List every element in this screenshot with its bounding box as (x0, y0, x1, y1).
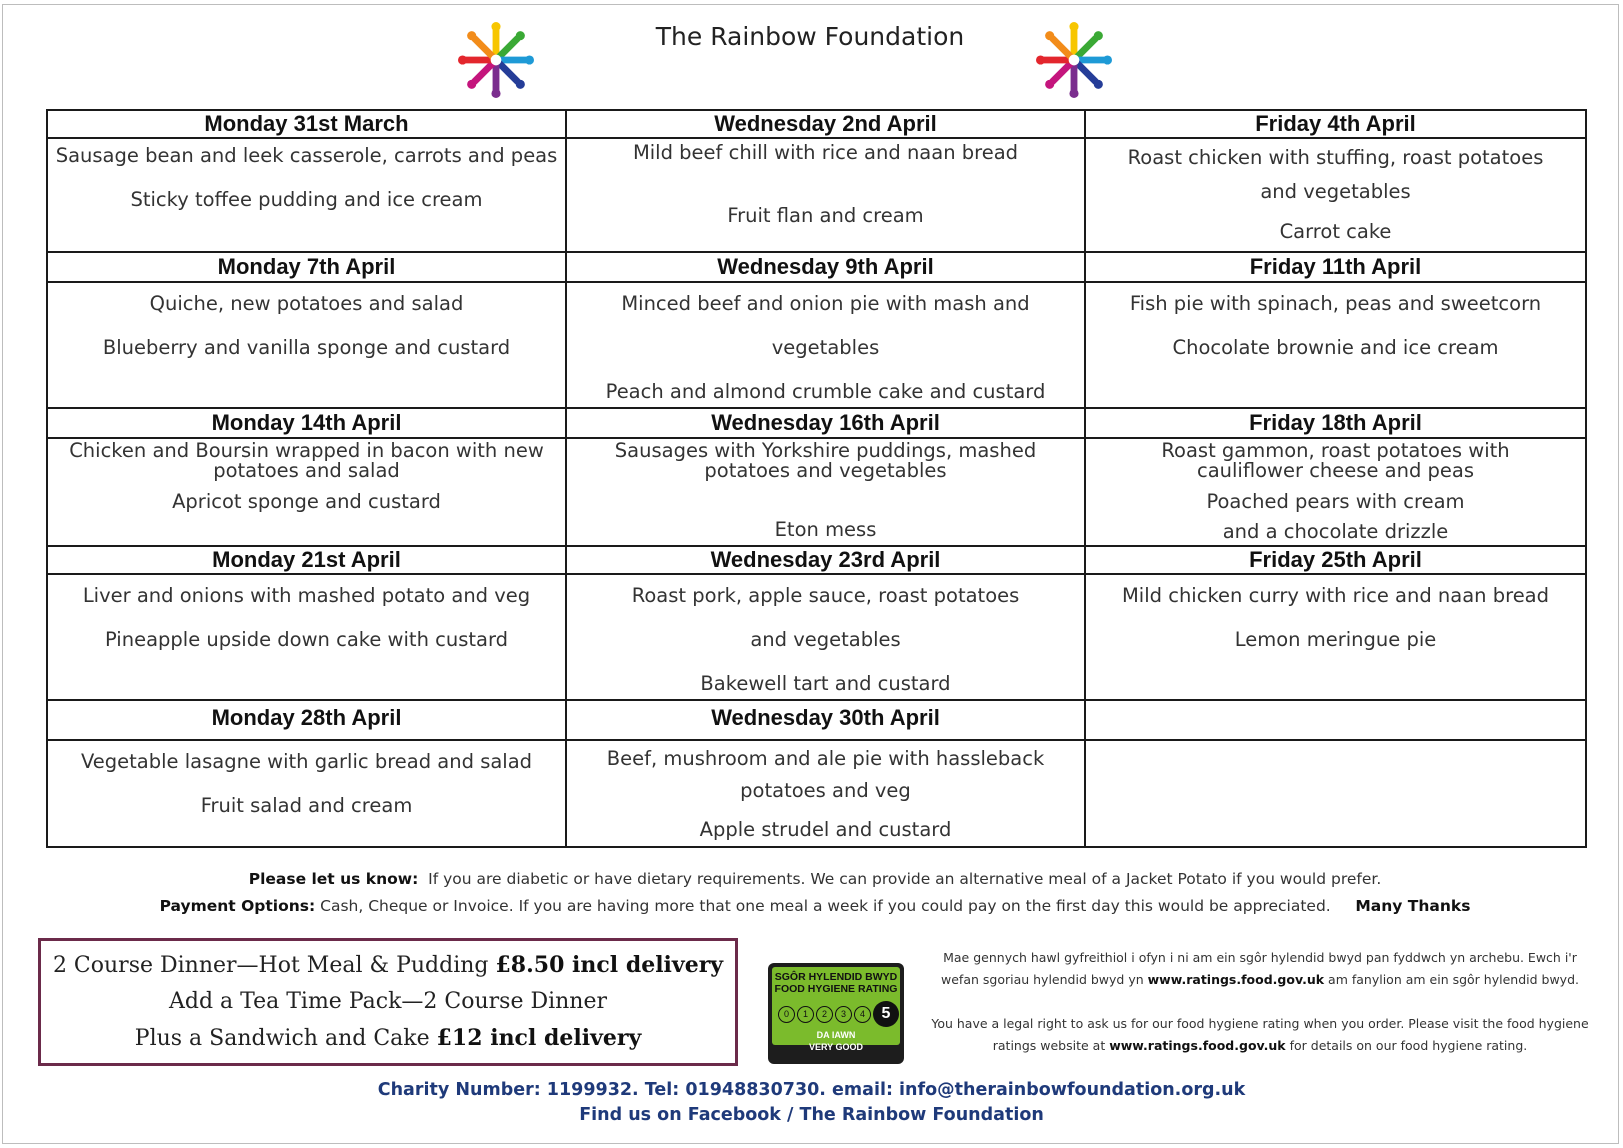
welsh-hygiene-notice (930, 947, 1590, 991)
day-heading: Friday 18th April (1085, 408, 1586, 438)
day-header-row (47, 546, 1586, 574)
dietary-label: Please let us know: (248, 870, 419, 888)
main-course: Roast chicken with stuffing, roast potatoes and vegetables (1127, 146, 1544, 203)
day-heading: Friday 25th April (1085, 546, 1586, 574)
day-heading: Wednesday 30th April (566, 700, 1085, 740)
main-course: Chicken and Boursin wrapped in bacon with new potatoes and salad (69, 439, 544, 482)
hygiene-rating-labels (768, 1029, 904, 1053)
food-hygiene-rating-badge (768, 963, 904, 1064)
main-course-continued: and vegetables (750, 628, 901, 651)
meal-cell (566, 282, 1085, 408)
day-heading: Monday 28th April (47, 700, 566, 740)
meal-cell (1085, 138, 1586, 252)
meal-cell (47, 574, 566, 700)
english-notice-text-end: for details on our food hygiene rating. (1285, 1038, 1528, 1053)
welsh-notice-text-end: am fanylion am ein sgôr hylendid bwyd. (1324, 972, 1579, 987)
meal-cell (1085, 438, 1586, 546)
meal-cell (1085, 574, 1586, 700)
dessert: Chocolate brownie and ice cream (1172, 336, 1499, 359)
dessert-continued: and a chocolate drizzle (1222, 520, 1449, 543)
meal-cell (47, 282, 566, 408)
thanks-text: Many Thanks (1355, 897, 1471, 915)
payment-label: Payment Options: (159, 897, 316, 915)
meal-cell (566, 438, 1085, 546)
rainbow-logo-left-icon (450, 22, 542, 98)
dessert: Carrot cake (1279, 220, 1392, 243)
day-heading: Wednesday 16th April (566, 408, 1085, 438)
dinner-price: £8.50 incl delivery (495, 952, 724, 978)
facebook-line: Find us on Facebook / The Rainbow Foundation (579, 1105, 1044, 1125)
dinner-description: 2 Course Dinner—Hot Meal & Pudding (52, 953, 496, 978)
main-course: Roast gammon, roast potatoes with cauliflower cheese and peas (1161, 439, 1510, 482)
day-header-row (47, 700, 1586, 740)
welsh-ratings-link[interactable]: www.ratings.food.gov.uk (1147, 972, 1325, 987)
hygiene-english-label: VERY GOOD (808, 1042, 863, 1052)
day-heading: Monday 14th April (47, 408, 566, 438)
day-heading: Wednesday 2nd April (566, 110, 1085, 138)
meal-cell (1085, 282, 1586, 408)
meal-cell (47, 138, 566, 252)
hygiene-english-title: FOOD HYGIENE RATING (774, 983, 898, 995)
dessert: Sticky toffee pudding and ice cream (130, 188, 483, 211)
main-course: Sausage bean and leek casserole, carrots and peas (55, 144, 558, 167)
english-hygiene-notice (930, 1013, 1590, 1057)
dessert: Fruit flan and cream (727, 204, 924, 227)
payment-note (60, 897, 1570, 915)
pricing-line-2 (41, 984, 735, 1020)
menu-table (46, 109, 1587, 848)
main-course: Beef, mushroom and ale pie with hassleback potatoes and veg (606, 747, 1045, 802)
day-heading: Wednesday 9th April (566, 252, 1085, 282)
dessert: Bakewell tart and custard (700, 672, 951, 695)
dessert: Eton mess (774, 518, 877, 541)
payment-text: Cash, Cheque or Invoice. If you are having more that one meal a week if you could pay on the first day this would be appreciated. (320, 897, 1331, 915)
hygiene-scale-4: 4 (854, 1006, 871, 1023)
meal-row (47, 138, 1586, 252)
meal-cell-empty (1085, 740, 1586, 847)
meal-cell (566, 740, 1085, 847)
main-course-continued: vegetables (771, 336, 880, 359)
hygiene-scale-2: 2 (816, 1006, 833, 1023)
meal-cell (566, 574, 1085, 700)
main-course: Mild beef chill with rice and naan bread (632, 141, 1019, 164)
welsh-notice-text: Mae gennych hawl gyfreithiol i ofyn i ni am ein sgôr hylendid bwyd pan fyddwch yn archebu. Ewch i'r wefan sgoriau hylendid bwyd yn (941, 950, 1577, 987)
english-ratings-link[interactable]: www.ratings.food.gov.uk (1109, 1038, 1286, 1053)
hygiene-welsh-label: DA IAWN (816, 1030, 856, 1040)
hygiene-scale-1: 1 (797, 1006, 814, 1023)
dietary-text: If you are diabetic or have dietary requirements. We can provide an alternative meal of a Jacket Potato if you would prefer. (428, 870, 1382, 888)
hygiene-scale-0: 0 (778, 1006, 795, 1023)
day-heading: Friday 4th April (1085, 110, 1586, 138)
meal-row (47, 438, 1586, 546)
meal-row (47, 574, 1586, 700)
dietary-note (60, 870, 1570, 888)
dessert: Apricot sponge and custard (172, 490, 441, 513)
main-course: Mild chicken curry with rice and naan bread (1121, 584, 1550, 607)
tea-pack-extra: Plus a Sandwich and Cake (134, 1026, 437, 1051)
day-heading: Wednesday 23rd April (566, 546, 1085, 574)
day-heading: Monday 7th April (47, 252, 566, 282)
main-course: Roast pork, apple sauce, roast potatoes (631, 584, 1020, 607)
rainbow-logo-right-icon (1028, 22, 1120, 98)
day-header-row (47, 252, 1586, 282)
day-header-row (47, 408, 1586, 438)
contact-details: Charity Number: 1199932. Tel: 01948830730. email: info@therainbowfoundation.org.uk (377, 1080, 1246, 1100)
main-course: Vegetable lasagne with garlic bread and salad (80, 750, 533, 773)
meal-row (47, 282, 1586, 408)
tea-pack-price: £12 incl delivery (436, 1025, 642, 1051)
hygiene-badge-titles (772, 967, 900, 995)
meal-cell (566, 138, 1085, 252)
english-notice-text: You have a legal right to ask us for our food hygiene rating when you order. Please visit the food hygiene ratings website at (931, 1016, 1589, 1053)
tea-pack-description: Add a Tea Time Pack—2 Course Dinner (168, 989, 608, 1014)
hygiene-scale-3: 3 (835, 1006, 852, 1023)
pricing-box (38, 938, 738, 1066)
main-course: Minced beef and onion pie with mash and (621, 292, 1030, 315)
page-title: The Rainbow Foundation (655, 22, 965, 51)
hygiene-welsh-title: SGÔR HYLENDID BWYD (774, 971, 898, 983)
pricing-line-1 (41, 947, 735, 984)
dessert: Fruit salad and cream (200, 794, 413, 817)
main-course: Fish pie with spinach, peas and sweetcorn (1129, 292, 1542, 315)
main-course: Liver and onions with mashed potato and veg (82, 584, 531, 607)
day-heading: Monday 21st April (47, 546, 566, 574)
meal-cell (47, 740, 566, 847)
meal-row (47, 740, 1586, 847)
day-header-row (47, 110, 1586, 138)
pricing-line-3 (41, 1020, 735, 1057)
dessert: Lemon meringue pie (1234, 628, 1437, 651)
main-course: Quiche, new potatoes and salad (149, 292, 464, 315)
dessert: Apple strudel and custard (699, 818, 952, 841)
hygiene-rating-value: 5 (873, 1001, 899, 1027)
hygiene-scale (778, 1001, 899, 1027)
day-heading: Monday 31st March (47, 110, 566, 138)
dessert: Pineapple upside down cake with custard (104, 628, 509, 651)
dessert: Peach and almond crumble cake and custard (605, 380, 1046, 403)
day-heading-empty (1085, 700, 1586, 740)
dessert: Blueberry and vanilla sponge and custard (102, 336, 511, 359)
meal-cell (47, 438, 566, 546)
day-heading: Friday 11th April (1085, 252, 1586, 282)
dessert: Poached pears with cream (1206, 490, 1465, 513)
main-course: Sausages with Yorkshire puddings, mashed potatoes and vegetables (614, 439, 1037, 482)
